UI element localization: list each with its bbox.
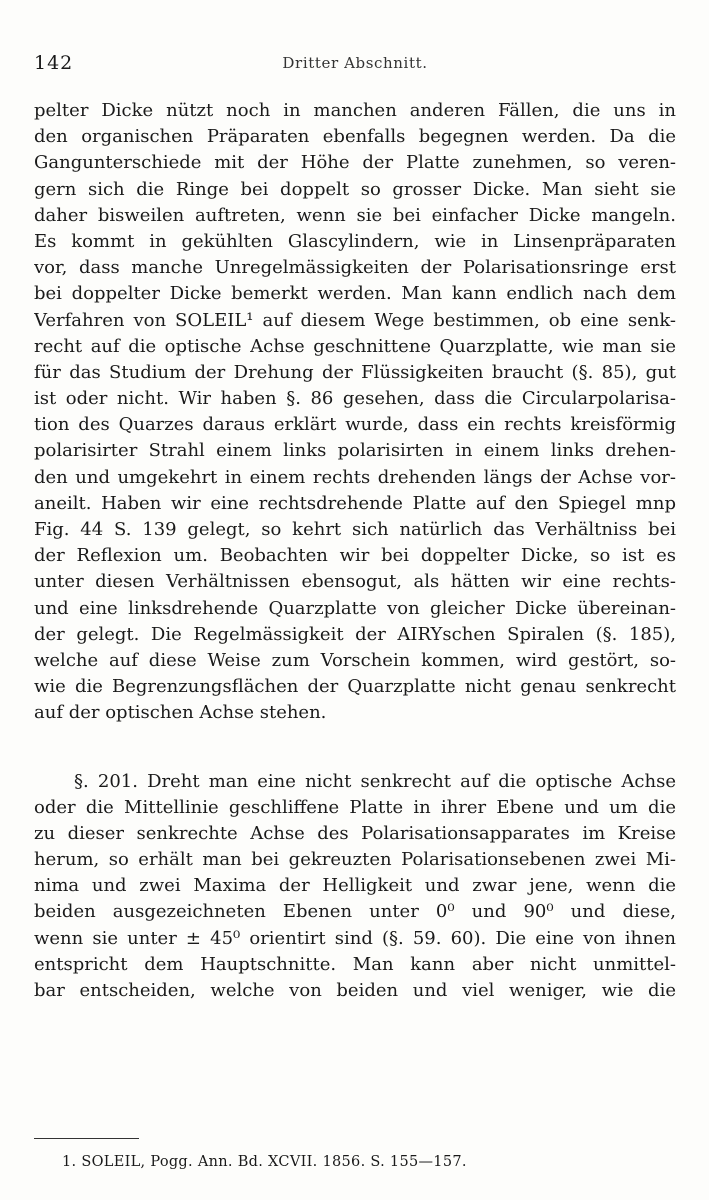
text-line: welche auf diese Weise zum Vorschein kommen, wird gestört, so- <box>34 649 676 671</box>
text-line: ist oder nicht. Wir haben §. 86 gesehen, dass die Circularpolarisa- <box>34 388 676 410</box>
text-line: für das Studium der Drehung der Flüssigkeiten braucht (§. 85), gut <box>34 361 676 383</box>
text-line: beiden ausgezeichneten Ebenen unter 0⁰ und 90⁰ und diese, <box>34 901 676 923</box>
text-line: bar entscheiden, welche von beiden und viel weniger, wie die <box>34 980 676 1001</box>
text-line: den und umgekehrt in einem rechts drehenden längs der Achse vor- <box>34 466 676 488</box>
text-line: wenn sie unter ± 45⁰ orientirt sind (§. 59. 60). Die eine von ihnen <box>34 927 676 949</box>
text-line: den organischen Präparaten ebenfalls begegnen werden. Da die <box>34 126 676 148</box>
running-head: Dritter Abschnitt. <box>282 54 428 72</box>
text-line: nima und zwei Maxima der Helligkeit und zwar jene, wenn die <box>34 875 676 897</box>
text-line: Gangunterschiede mit der Höhe der Platte zunehmen, so veren- <box>34 152 676 174</box>
text-line: bei doppelter Dicke bemerkt werden. Man kann endlich nach dem <box>34 283 676 305</box>
text-line: der gelegt. Die Regelmässigkeit der AIRYschen Spiralen (§. 185), <box>34 623 676 645</box>
paragraph-1 <box>34 98 676 727</box>
page-header <box>34 52 676 76</box>
page-number: 142 <box>34 52 74 74</box>
text-line: daher bisweilen auftreten, wenn sie bei einfacher Dicke mangeln. <box>34 204 676 226</box>
text-line: oder die Mittellinie geschliffene Platte in ihrer Ebene und um die <box>34 796 676 818</box>
text-line: §. 201. Dreht man eine nicht senkrecht auf die optische Achse <box>74 770 676 792</box>
text-line: entspricht dem Hauptschnitte. Man kann aber nicht unmittel- <box>34 953 676 975</box>
text-line: auf der optischen Achse stehen. <box>34 702 327 724</box>
text-line: polarisirter Strahl einem links polarisirten in einem links drehen- <box>34 440 676 462</box>
text-line: Verfahren von SOLEIL¹ auf diesem Wege bestimmen, ob eine senk- <box>34 309 676 331</box>
footnote-divider <box>34 1138 139 1139</box>
text-line: vor, dass manche Unregelmässigkeiten der Polarisationsringe erst <box>34 257 676 279</box>
text-line: pelter Dicke nützt noch in manchen anderen Fällen, die uns in <box>34 100 676 121</box>
text-line: unter diesen Verhältnissen ebensogut, als hätten wir eine rechts- <box>34 571 676 593</box>
text-line: aneilt. Haben wir eine rechtsdrehende Platte auf den Spiegel mnp <box>34 492 676 514</box>
paragraph-gap <box>34 727 676 769</box>
text-line: tion des Quarzes daraus erklärt wurde, dass ein rechts kreisförmig <box>34 414 676 436</box>
text-line: herum, so erhält man bei gekreuzten Polarisationsebenen zwei Mi- <box>34 849 676 871</box>
text-line: der Reflexion um. Beobachten wir bei doppelter Dicke, so ist es <box>34 545 676 567</box>
text-line: zu dieser senkrechte Achse des Polarisationsapparates im Kreise <box>34 822 676 844</box>
body-text <box>34 98 676 1004</box>
text-line: gern sich die Ringe bei doppelt so grosser Dicke. Man sieht sie <box>34 178 676 200</box>
text-line: und eine linksdrehende Quarzplatte von gleicher Dicke übereinan- <box>34 597 676 619</box>
text-line: wie die Begrenzungsflächen der Quarzplatte nicht genau senkrecht <box>34 676 676 698</box>
paragraph-2 <box>34 769 676 1005</box>
text-line: Es kommt in gekühlten Glascylindern, wie in Linsenpräparaten <box>34 230 676 252</box>
footnote: 1. SOLEIL, Pogg. Ann. Bd. XCVII. 1856. S. 155—157. <box>62 1154 467 1170</box>
text-line: Fig. 44 S. 139 gelegt, so kehrt sich natürlich das Verhältniss bei <box>34 519 676 540</box>
text-line: recht auf die optische Achse geschnittene Quarzplatte, wie man sie <box>34 335 676 357</box>
